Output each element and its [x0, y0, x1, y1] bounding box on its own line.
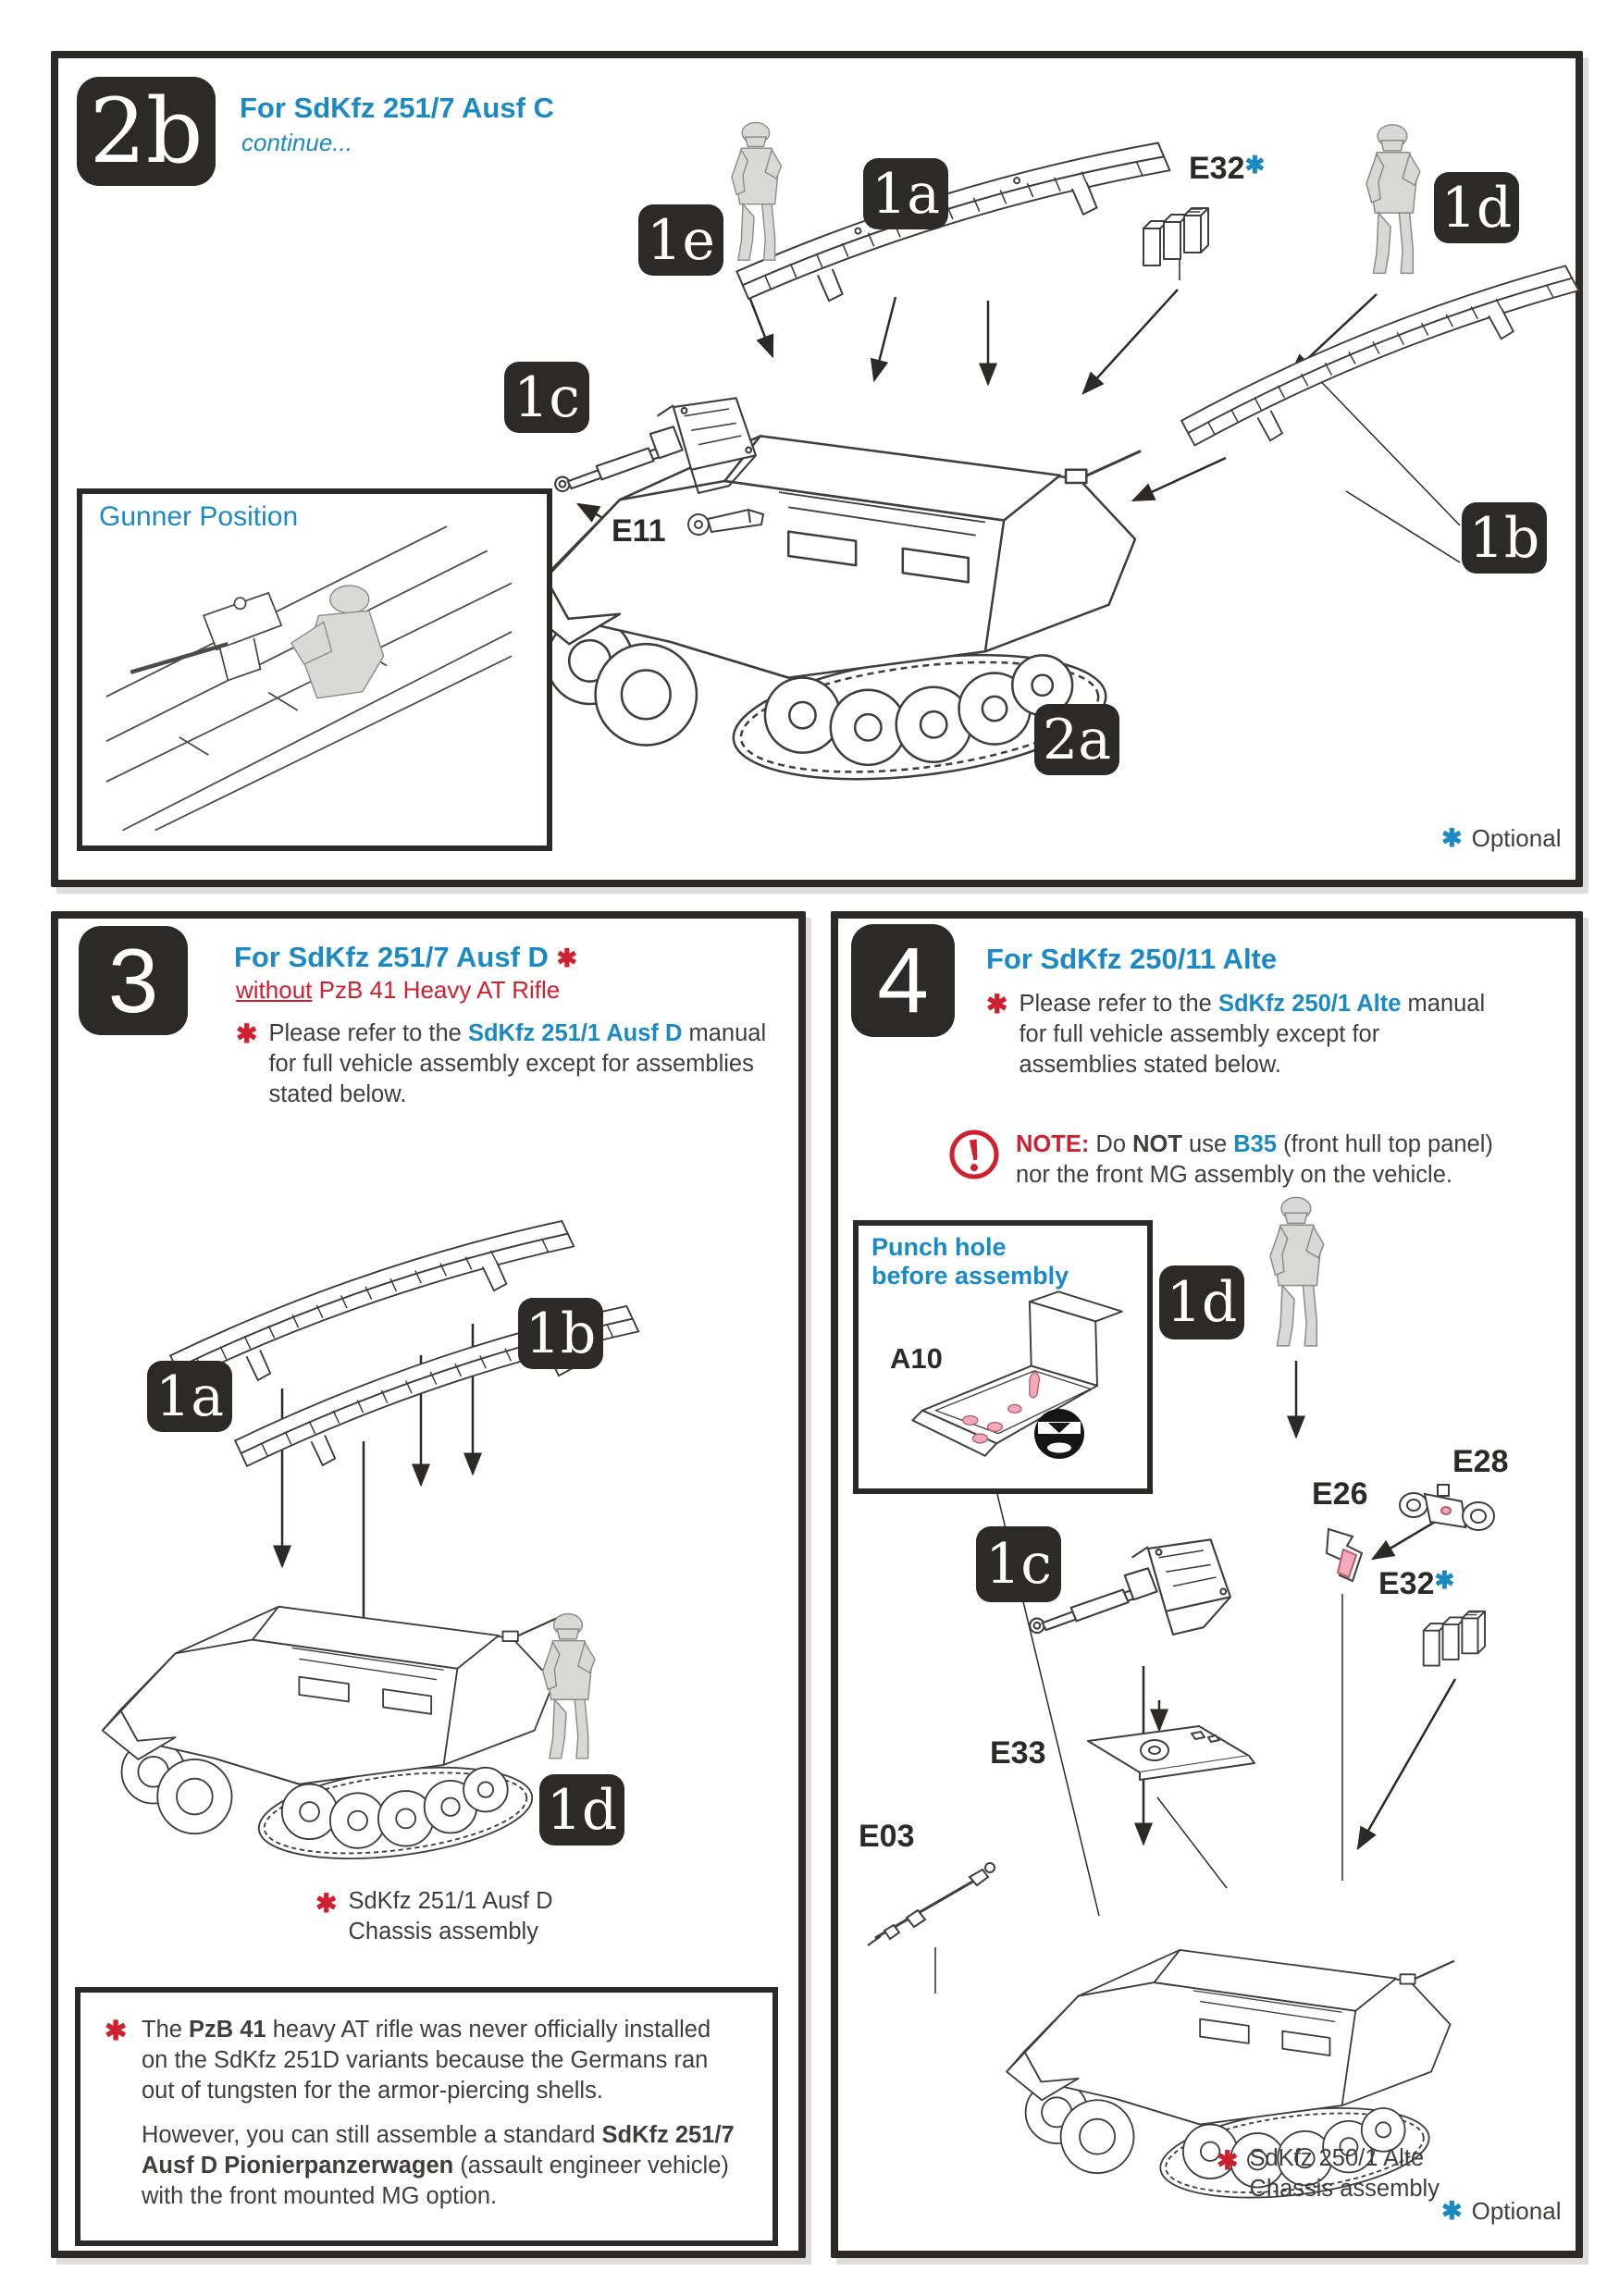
panel-step-3: [51, 911, 806, 2258]
step-badge-2b-label: 2b: [89, 80, 204, 183]
callout-1b-label: 1b: [1468, 505, 1540, 571]
step-badge-3-label: 3: [107, 930, 159, 1031]
footnote-paragraph-2: However, you can still assemble a standard SdKfz 251/7 Ausf D Pionierpanzerwagen (assault engineer vehicle) with the front mounted MG option.: [142, 2122, 735, 2210]
chassis-note-text: SdKfz 250/1 Alte Chassis assembly: [1249, 2145, 1440, 2203]
chassis-assembly-note: [315, 1886, 553, 1947]
callout-badge-1d: [539, 1774, 624, 1845]
part-e28-drawing: [1393, 1472, 1504, 1546]
panel-4-reference-note: [986, 989, 1490, 1080]
note-warning-text: NOTE: Do NOT use B35 (front hull top panel) nor the front MG assembly on the vehicle.: [1016, 1131, 1493, 1189]
warning-exclamation-icon: [947, 1128, 1001, 1181]
punch-tool-icon: [1032, 1407, 1086, 1461]
part-label-e33: E33: [990, 1735, 1046, 1771]
part-label-a10: A10: [890, 1342, 943, 1375]
callout-badge-1a: [863, 158, 948, 229]
part-a10-drawing: [903, 1287, 1140, 1476]
callout-1a-label: 1a: [155, 1364, 224, 1429]
soldier-figure-1e: [717, 119, 793, 267]
panel-2b-subtitle: continue...: [241, 129, 352, 156]
panel-3-reference-text: Please refer to the SdKfz 251/1 Ausf D manual for full vehicle assembly except for assemblies stated below.: [268, 1020, 767, 1108]
optional-asterisk-icon: ✱: [1434, 1566, 1455, 1594]
part-e26-drawing: [1316, 1520, 1380, 1589]
pak-gun-assembly-drawing: [1023, 1522, 1241, 1660]
step-badge-4-label: 4: [877, 929, 929, 1032]
callout-1d-label: 1d: [1166, 1270, 1238, 1335]
panel-3-subtitle: without PzB 41 Heavy AT Rifle: [236, 976, 561, 1004]
ammo-box-e32-drawing: [1136, 188, 1229, 276]
callout-badge-1b: [518, 1298, 603, 1369]
part-e33-drawing: [1062, 1698, 1256, 1796]
panel-3-title: For SdKfz 251/7 Ausf D ✱: [234, 941, 578, 973]
callout-badge-1d: [1159, 1265, 1244, 1339]
gunner-position-inset: [77, 488, 552, 851]
punch-hole-inset: [853, 1220, 1153, 1494]
note-asterisk-icon: ✱: [315, 1889, 338, 1918]
panel-step-4: [831, 911, 1583, 2258]
footnote-asterisk-icon: ✱: [105, 2017, 128, 2046]
footnote-paragraph-1: The PzB 41 heavy AT rifle was never officially installed on the SdKfz 251D variants because the Germans ran out of tungsten for the armor-piercing shells.: [142, 2017, 711, 2105]
part-label-e03: E03: [859, 1819, 915, 1854]
soldier-figure-1d: [1353, 116, 1430, 287]
callout-2a-label: 2a: [1043, 707, 1111, 772]
soldier-figure-1d: [1256, 1191, 1334, 1356]
optional-asterisk-icon: ✱: [1441, 824, 1463, 852]
callout-1a-label: 1a: [871, 161, 940, 227]
chassis-assembly-note: [1217, 2143, 1440, 2204]
optional-asterisk-icon: ✱: [1441, 2197, 1463, 2225]
part-label-e32: E32✱: [1378, 1566, 1455, 1601]
punch-hole-label: Punch hole before assembly: [871, 1233, 1069, 1290]
part-label-e28: E28: [1452, 1444, 1509, 1479]
optional-label: Optional: [1471, 2197, 1562, 2225]
gunner-position-label: Gunner Position: [99, 501, 299, 532]
part-e11-drawing: [684, 491, 769, 543]
callout-1d-label: 1d: [1440, 175, 1513, 241]
optional-note: [1441, 824, 1561, 853]
gunner-position-drawing: [82, 494, 536, 834]
callout-1c-label: 1c: [985, 1532, 1052, 1597]
callout-badge-1a: [147, 1361, 232, 1432]
footnote-asterisk-icon: ✱: [556, 944, 578, 972]
callout-badge-1c: [504, 362, 589, 433]
part-label-e32: E32✱: [1189, 151, 1266, 186]
callout-badge-1e: [638, 204, 723, 276]
panel-4-title: For SdKfz 250/11 Alte: [986, 943, 1278, 975]
callout-badge-1b: [1462, 502, 1547, 574]
note-asterisk-icon: ✱: [236, 1019, 258, 1048]
panel-2b-title: For SdKfz 251/7 Ausf C: [240, 92, 554, 124]
step-badge-2b: [77, 77, 216, 186]
panel-step-2b: [51, 51, 1583, 887]
part-label-e26: E26: [1312, 1476, 1368, 1512]
callout-1c-label: 1c: [513, 364, 580, 430]
ammo-box-e32-drawing: [1416, 1592, 1504, 1675]
pzb41-footnote-box: [75, 1987, 778, 2246]
callout-1d-label: 1d: [546, 1777, 618, 1843]
panel-3-reference-note: [236, 1018, 768, 1110]
callout-badge-1d: [1434, 172, 1519, 243]
callout-badge-2a: [1034, 704, 1119, 775]
note-asterisk-icon: ✱: [1217, 2146, 1239, 2175]
step-badge-4: [851, 924, 955, 1037]
soldier-figure-1d: [528, 1611, 606, 1766]
optional-note: [1441, 2197, 1561, 2226]
step-badge-3: [79, 926, 188, 1035]
panel-4-reference-text: Please refer to the SdKfz 250/1 Alte manual for full vehicle assembly except for assemblies stated below.: [1019, 991, 1486, 1079]
part-label-e11: E11: [612, 513, 666, 549]
chassis-note-text: SdKfz 251/1 Ausf D Chassis assembly: [348, 1888, 553, 1945]
optional-label: Optional: [1471, 824, 1562, 852]
note-asterisk-icon: ✱: [986, 990, 1008, 1018]
callout-1b-label: 1b: [525, 1301, 597, 1366]
callout-1e-label: 1e: [647, 207, 715, 273]
optional-asterisk-icon: ✱: [1244, 151, 1266, 179]
